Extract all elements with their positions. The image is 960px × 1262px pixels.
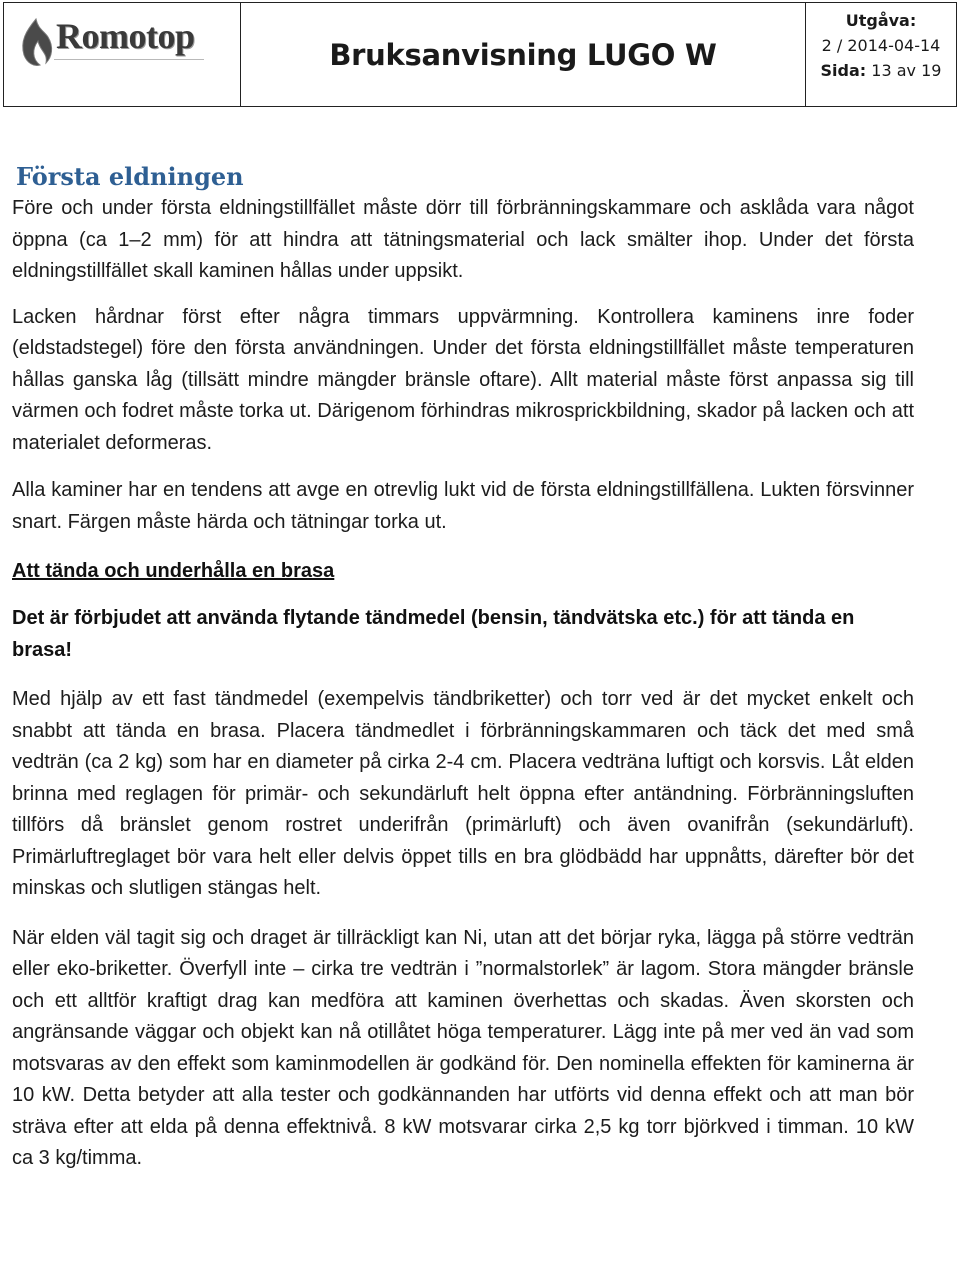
document-meta (806, 3, 956, 106)
paragraph-first-firing-1: Före och under första eldningstillfället måste dörr till förbränningskammare och asklåda vara något öppna (ca 1–2 mm) för att hindra att tätningsmaterial och lack smälter ihop. Under det första eldningstillfället skall kaminen hållas under uppsikt. (12, 197, 914, 282)
warning-text: Det är förbjudet att använda flytande tändmedel (bensin, tändvätska etc.) för att tända en brasa! (12, 607, 855, 661)
paragraph-first-firing-2: Lacken hårdnar först efter några timmars uppvärmning. Kontrollera kaminens inre foder (eldstadstegel) före den första användningen. Under det första eldningstillfället måste temperaturen hållas ganska låg (tillsätt mindre mängder bränsle oftare). Allt material måste först anpassa sig till värmen och fodret måste torka ut. Därigenom förhindras mikrosprickbildning, skador på lacken och att materialet deformeras. (12, 305, 914, 454)
page-value: 13 av 19 (871, 61, 942, 80)
paragraph-lighting-1: Med hjälp av ett fast tändmedel (exempelvis tändbriketter) och torr ved är det mycket enkelt och snabbt att tända en brasa. Placera tändmedlet i förbränningskammaren och täck det med små vedträn (ca 2 kg) som har en diameter på cirka 2-4 cm. Placera vedträna luftigt och korsvis. Låt elden brinna med reglagen för primär- och sekundärluft helt öppna efter antändning. Förbränningsluften tillförs då bränslet genom rostret underifrån (primärluft) och även ovanifrån (sekundärluft). Primärluftreglaget bör vara helt eller delvis öppet tills en bra glödbädd har uppnåtts, därefter bör det minskas och slutligen stängas helt. (12, 688, 914, 899)
logo-wordmark: Romotop (56, 16, 195, 56)
edition-value: 2 / 2014-04-14 (821, 36, 941, 55)
section-heading-first-firing: Första eldningen (16, 162, 244, 191)
logo-underline (54, 59, 204, 68)
page-label: Sida: (820, 61, 867, 80)
paragraph-lighting-2: När elden väl tagit sig och draget är tillräckligt kan Ni, utan att det börjar ryka, lägga på större vedträn eller eko-briketter. Överfyll inte – cirka tre vedträn i ”normalstorlek” är lagom. Stora mängder bränsle och ett alltför kraftigt drag kan medföra att kaminen överhettas och skadas. Även skorsten och angränsande väggar och objekt kan nå otillåtet höga temperaturer. Lägg inte på mer ved än vad som motsvaras av den effekt som kaminmodellen är godkänd för. Den nominella effekten för kaminerna är 10 kW. Detta betyder att alla tester och godkännanden har utförts vid denna effekt och att man bör sträva efter att elda på denna effektnivå. 8 kW motsvarar cirka 2,5 kg torr björkved i timman. 10 kW ca 3 kg/timma. (12, 926, 914, 1169)
paragraph-first-firing-3: Alla kaminer har en tendens att avge en otrevlig lukt vid de första eldningstillfällena. Lukten försvinner snart. Färgen måste härda och tätningar torka ut. (12, 479, 914, 533)
section-heading-lighting: Att tända och underhålla en brasa (12, 560, 335, 582)
edition-label: Utgåva: (845, 11, 917, 30)
document-title: Bruksanvisning LUGO W (241, 3, 806, 106)
flame-logo-icon (18, 17, 54, 69)
logo-cell (4, 3, 241, 106)
document-body (12, 160, 914, 1175)
page-header (3, 2, 957, 107)
